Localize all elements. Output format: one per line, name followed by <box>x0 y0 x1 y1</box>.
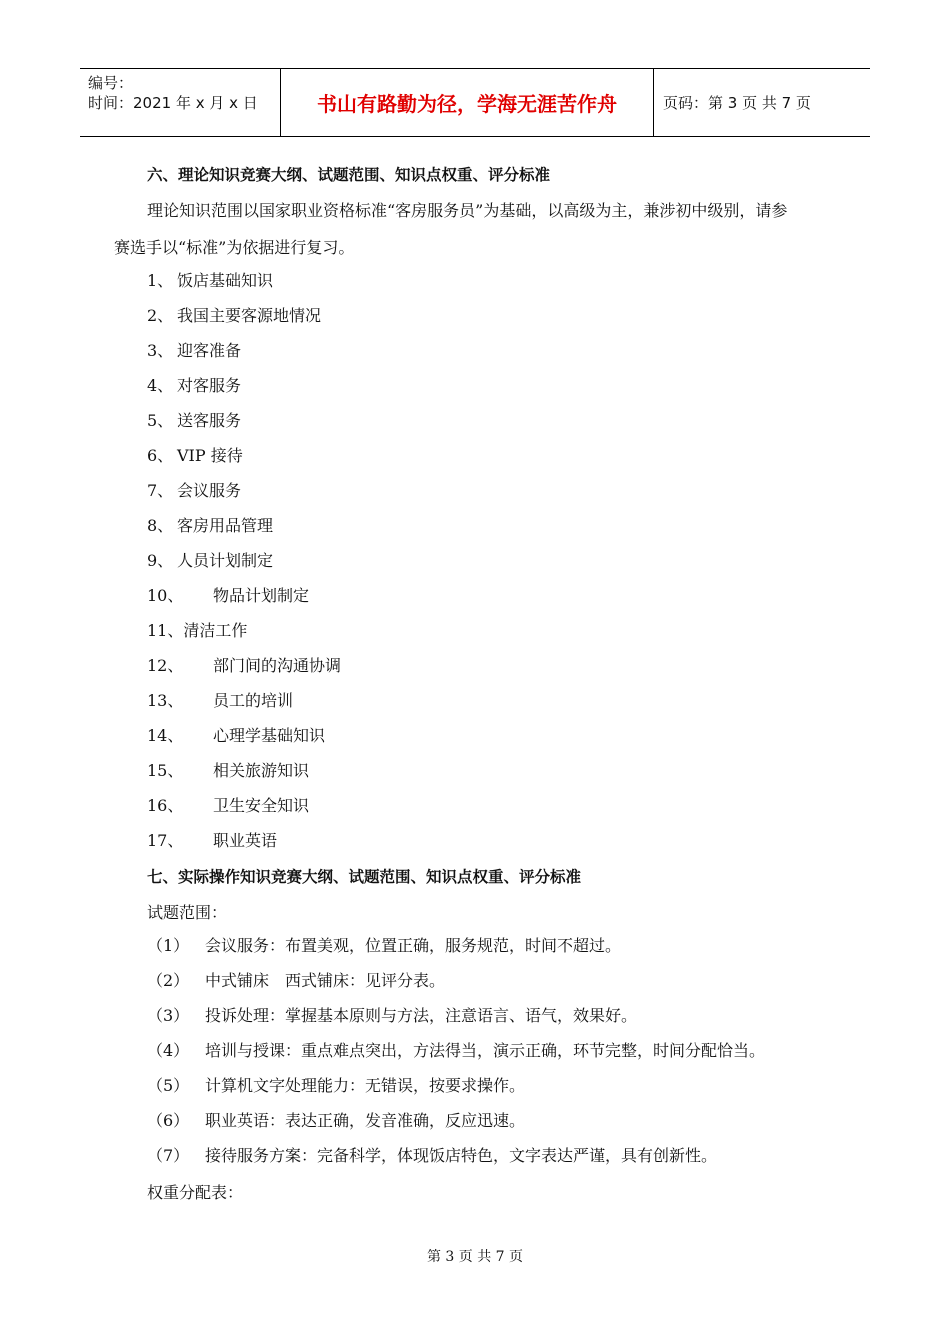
list-item-num: （2） <box>147 971 190 990</box>
list-item <box>147 618 247 641</box>
list-item <box>147 758 309 781</box>
list-item-num: 11、 <box>147 621 184 640</box>
list-item <box>147 1073 525 1096</box>
section6-title: 六、理论知识竞赛大纲、试题范围、知识点权重、评分标准 <box>147 165 551 184</box>
page-footer: 第 3 页 共 7 页 <box>426 1249 524 1265</box>
list-item <box>147 548 273 571</box>
list-item <box>147 688 293 711</box>
list-item <box>147 303 321 326</box>
header-motto: 书山有路勤为径，学海无涯苦作舟 <box>281 69 654 136</box>
list-item-text: 相关旅游知识 <box>213 761 310 780</box>
list-item-text: 计算机文字处理能力：无错误，按要求操作。 <box>205 1076 526 1095</box>
list-item-text: 员工的培训 <box>213 691 294 710</box>
list-item-text: 心理学基础知识 <box>213 726 326 745</box>
range-label: 试题范围： <box>147 903 228 922</box>
list-item-text: 送客服务 <box>177 411 242 430</box>
list-item-text: 人员计划制定 <box>177 551 274 570</box>
list-item-text: 迎客准备 <box>177 341 242 360</box>
list-item-num: 13、 <box>147 691 184 710</box>
date-label: 时间：2021 年 x 月 x 日 <box>88 94 258 112</box>
list-item-text: VIP 接待 <box>177 446 243 465</box>
list-item-text: 清洁工作 <box>183 621 248 640</box>
number-label: 编号： <box>88 74 134 92</box>
list-item-text: 培训与授课：重点难点突出，方法得当，演示正确，环节完整，时间分配恰当。 <box>205 1041 766 1060</box>
list-item-num: 10、 <box>147 586 184 605</box>
section6-intro-line2: 赛选手以“标准”为依据进行复习。 <box>114 238 355 257</box>
list-item <box>147 828 277 851</box>
list-item <box>147 338 241 361</box>
list-item-text: 投诉处理：掌握基本原则与方法，注意语言、语气，效果好。 <box>205 1006 638 1025</box>
list-item-num: 17、 <box>147 831 184 850</box>
list-item-num: 6、 <box>147 446 174 465</box>
weight-label: 权重分配表： <box>147 1183 244 1202</box>
page-header <box>80 68 870 137</box>
list-item-num: （7） <box>147 1146 190 1165</box>
list-item <box>147 933 621 956</box>
list-item-num: 15、 <box>147 761 184 780</box>
list-item <box>147 443 243 466</box>
list-item <box>147 478 241 501</box>
list-item <box>147 1003 637 1026</box>
list-item-text: 饭店基础知识 <box>177 271 274 290</box>
list-item-text: 接待服务方案：完备科学，体现饭店特色，文字表达严谨，具有创新性。 <box>205 1146 718 1165</box>
list-item <box>147 653 341 676</box>
list-item <box>147 1038 765 1061</box>
list-item <box>147 968 445 991</box>
list-item-num: 2、 <box>147 306 174 325</box>
list-item-num: 5、 <box>147 411 174 430</box>
list-item-num: （4） <box>147 1041 190 1060</box>
list-item-text: 卫生安全知识 <box>213 796 310 815</box>
list-item-text: 对客服务 <box>177 376 242 395</box>
header-meta <box>80 69 281 136</box>
list-item-text: 物品计划制定 <box>213 586 310 605</box>
list-item <box>147 1143 717 1166</box>
list-item-text: 中式铺床 西式铺床：见评分表。 <box>205 971 446 990</box>
list-item-num: 14、 <box>147 726 184 745</box>
list-item <box>147 583 309 606</box>
list-item-text: 部门间的沟通协调 <box>213 656 342 675</box>
list-item-num: 16、 <box>147 796 184 815</box>
list-item <box>147 513 273 536</box>
list-item-num: （5） <box>147 1076 190 1095</box>
list-item-num: 9、 <box>147 551 174 570</box>
list-item <box>147 268 273 291</box>
list-item-text: 客房用品管理 <box>177 516 274 535</box>
list-item <box>147 1108 525 1131</box>
list-item <box>147 408 241 431</box>
list-item-num: 8、 <box>147 516 174 535</box>
list-item-num: 4、 <box>147 376 174 395</box>
list-item-num: （1） <box>147 936 190 955</box>
list-item-num: 3、 <box>147 341 174 360</box>
section7-title: 七、实际操作知识竞赛大纲、试题范围、知识点权重、评分标准 <box>147 867 582 886</box>
list-item-num: 12、 <box>147 656 184 675</box>
list-item-text: 职业英语：表达正确，发音准确，反应迅速。 <box>205 1111 526 1130</box>
list-item-num: （3） <box>147 1006 190 1025</box>
list-item-text: 会议服务 <box>177 481 242 500</box>
list-item <box>147 793 309 816</box>
header-page-info: 页码：第 3 页 共 7 页 <box>663 94 811 112</box>
list-item-text: 我国主要客源地情况 <box>177 306 322 325</box>
list-item-text: 职业英语 <box>213 831 278 850</box>
list-item-text: 会议服务：布置美观，位置正确，服务规范，时间不超过。 <box>205 936 622 955</box>
section6-intro-line1: 理论知识范围以国家职业资格标准“客房服务员”为基础，以高级为主，兼涉初中级别，请参 <box>147 201 788 220</box>
list-item <box>147 723 325 746</box>
list-item-num: （6） <box>147 1111 190 1130</box>
list-item <box>147 373 241 396</box>
list-item-num: 7、 <box>147 481 174 500</box>
list-item-num: 1、 <box>147 271 174 290</box>
